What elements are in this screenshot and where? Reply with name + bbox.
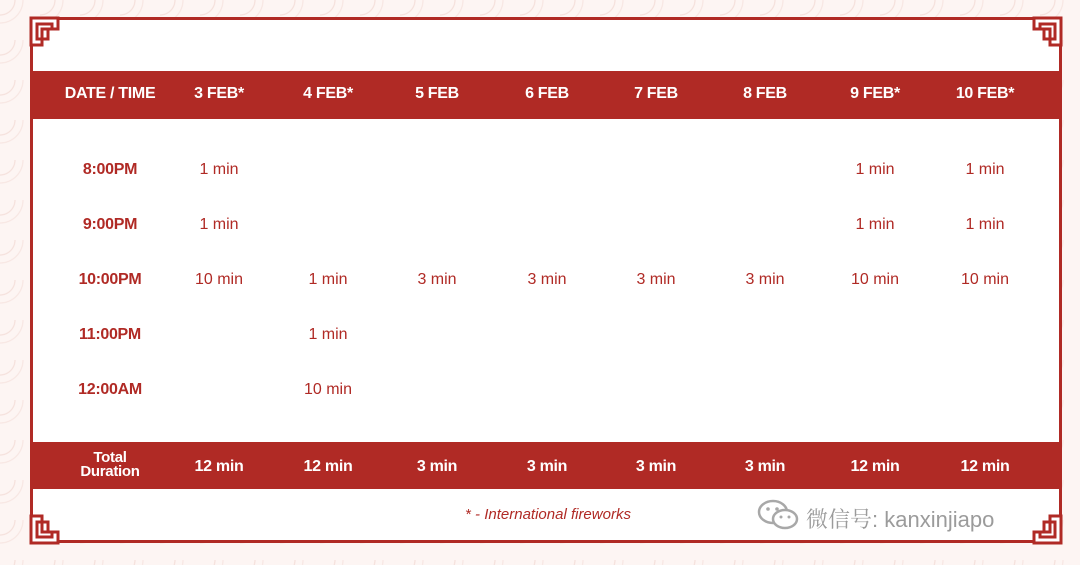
duration-cell: 3 min <box>745 271 785 288</box>
duration-cell: 3 min <box>527 271 567 288</box>
header-date: 8 FEB <box>743 85 787 102</box>
total-duration-cell: 3 min <box>635 458 677 475</box>
duration-cell: 1 min <box>199 216 239 233</box>
header-date: 6 FEB <box>525 85 569 102</box>
watermark-text: 微信号: kanxinjiapo <box>806 506 995 532</box>
total-duration-cell: 12 min <box>194 458 244 475</box>
total-label-line2: Duration <box>80 463 140 480</box>
duration-cell: 10 min <box>850 271 900 288</box>
total-duration-cell: 12 min <box>960 458 1010 475</box>
wechat-watermark <box>756 498 994 538</box>
total-duration-cell: 3 min <box>416 458 458 475</box>
duration-cell: 1 min <box>199 161 239 178</box>
header-date-time: DATE / TIME <box>64 85 156 102</box>
header-date: 9 FEB* <box>850 85 900 102</box>
total-duration-label <box>55 451 165 479</box>
total-label-line1: Total <box>93 449 127 466</box>
total-duration-cell: 3 min <box>744 458 786 475</box>
row-time-label: 11:00PM <box>79 326 141 343</box>
header-date: 7 FEB <box>634 85 678 102</box>
total-duration-cell: 3 min <box>526 458 568 475</box>
duration-cell: 3 min <box>417 271 457 288</box>
row-time-label: 12:00AM <box>78 381 142 398</box>
header-date: 3 FEB* <box>194 85 244 102</box>
row-time-label: 9:00PM <box>82 216 138 233</box>
total-duration-cell: 12 min <box>850 458 900 475</box>
duration-cell: 1 min <box>855 161 895 178</box>
corner-ornament <box>28 502 72 546</box>
duration-cell: 10 min <box>960 271 1010 288</box>
duration-cell: 1 min <box>308 271 348 288</box>
corner-ornament <box>1020 502 1064 546</box>
corner-ornament <box>1020 15 1064 59</box>
footnote: * - International fireworks <box>465 506 631 523</box>
duration-cell: 10 min <box>303 381 353 398</box>
duration-cell: 3 min <box>636 271 676 288</box>
wechat-icon <box>756 498 800 538</box>
duration-cell: 1 min <box>855 216 895 233</box>
header-date: 5 FEB <box>415 85 459 102</box>
duration-cell: 10 min <box>194 271 244 288</box>
duration-cell: 1 min <box>965 216 1005 233</box>
duration-cell: 1 min <box>308 326 348 343</box>
duration-cell: 1 min <box>965 161 1005 178</box>
row-time-label: 10:00PM <box>78 271 142 288</box>
corner-ornament <box>28 15 72 59</box>
header-date: 4 FEB* <box>303 85 353 102</box>
total-duration-cell: 12 min <box>303 458 353 475</box>
row-time-label: 8:00PM <box>82 161 138 178</box>
header-date: 10 FEB* <box>955 85 1015 102</box>
